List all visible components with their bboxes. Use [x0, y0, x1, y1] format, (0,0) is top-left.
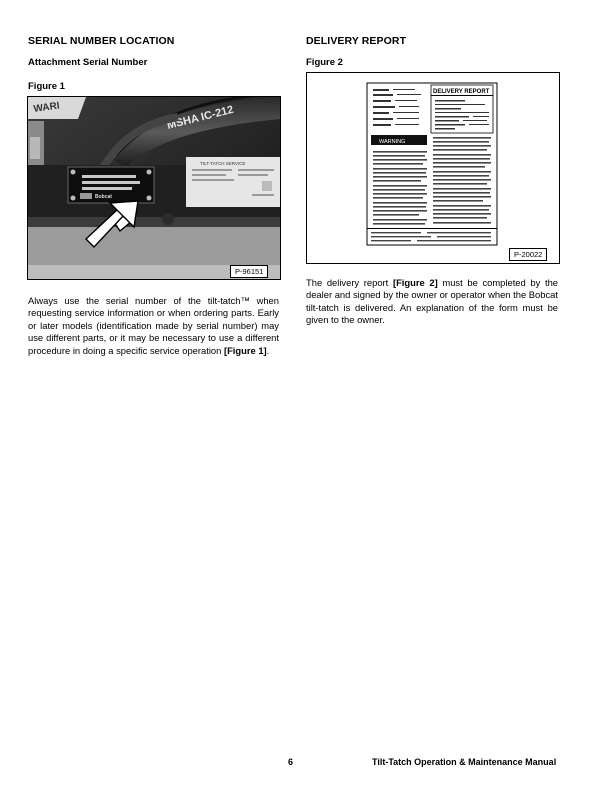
delivery-paragraph-end: must be completed by the dealer and signed by the owner or operator when the Bobcat tilt-tatch is delivered. An explanation of the form must be given to the owner.: [306, 277, 558, 326]
figure-2-reference: [Figure 2]: [392, 277, 438, 288]
serial-number-heading: SERIAL NUMBER LOCATION: [28, 35, 175, 47]
attachment-serial-subheading: Attachment Serial Number: [28, 57, 148, 68]
decal-title-text: TILT-TATCH SERVICE: [200, 161, 246, 166]
form-warning-text: WARNING: [379, 139, 406, 145]
delivery-report-form: [307, 73, 559, 263]
serial-paragraph-end: .: [266, 344, 270, 356]
figure-2-label: Figure 2: [306, 57, 343, 68]
plate-brand-text: Bobcat: [95, 194, 112, 200]
page-number: 6: [288, 757, 294, 767]
delivery-report-paragraph: [306, 277, 558, 327]
manual-title: Tilt-Tatch Operation & Maintenance Manual: [372, 757, 557, 767]
form-title-text: DELIVERY REPORT: [433, 89, 490, 95]
figure-1-label: Figure 1: [28, 81, 65, 92]
delivery-report-heading: DELIVERY REPORT: [306, 35, 407, 47]
figure-2-code: P-20022: [509, 248, 547, 261]
warn-decal-text: WARI: [32, 100, 61, 115]
figure-1-reference: [Figure 1]: [223, 344, 267, 356]
figure-2-image: [306, 72, 560, 264]
serial-number-paragraph: [28, 295, 279, 357]
hose-print-text: MSHA IC-212: [165, 103, 235, 132]
serial-paragraph-text: Always use the serial number of the tilt-tatch™ when requesting service information or when ordering parts. Early or later models (identification made by serial number) may use different parts, or it may be necessary to use a different procedure in doing a specific service operation: [28, 295, 279, 356]
figure-1-code: P-96151: [230, 265, 268, 278]
delivery-paragraph-text: The delivery report: [306, 277, 393, 288]
serial-plate-photo: [28, 97, 280, 279]
figure-1-photo: [27, 96, 281, 280]
